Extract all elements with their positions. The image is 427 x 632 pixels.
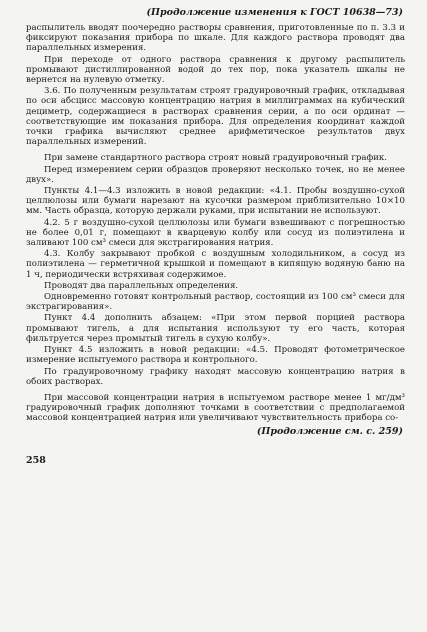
paragraph: 4.2. 5 г воздушно-сухой целлюлозы или бумаги взвешивают с погрешностью не более 0,01 г, помещают в кварцевую колбу или сосуд из полиэтилена и заливают 100 см³ смеси для экстрагирования натрия.	[26, 217, 405, 249]
paragraph: Пункты 4.1—4.3 изложить в новой редакции: «4.1. Пробы воздушно-сухой целлюлозы или бумаги нарезают на кусочки размером приблизительно 10×10 мм. Часть образца, которую держали руками, при испытании не используют.	[26, 186, 405, 217]
paragraph: 4.3. Колбу закрывают пробкой с воздушным холодильником, а сосуд из полиэтилена — герметичной крышкой и помещают в кипящую водяную баню на 1 ч, периодически встряхивая содержимое.	[26, 249, 405, 280]
paragraph: При переходе от одного раствора сравнения к другому распылитель промывают дистиллированной водой до тех пор, пока указатель шкалы не вернется на нулевую отметку.	[26, 54, 405, 86]
running-header: (Продолжение изменения к ГОСТ 10638—73)	[146, 7, 403, 18]
page-number: 258	[26, 455, 46, 466]
paragraph: 3.6. По полученным результатам строят градуировочный график, откладывая по оси абсцисс массовую концентрацию натрия в миллиграммах на кубический дециметр, содержащиеся в растворах сравнения серии, а по оси ординат — соответствующие им показания прибора. Для определения координат каждой точки графика вычисляют среднее арифметическое результатов двух параллельных измерений.	[26, 86, 405, 148]
paragraph: При замене стандартного раствора строят новый градуировочный график.	[44, 153, 388, 164]
paragraph: Проводят два параллельных определения.	[44, 280, 239, 291]
paragraph: По градуировочному графику находят массовую концентрацию натрия в обоих растворах.	[26, 366, 405, 387]
paragraph: Одновременно готовят контрольный раствор, состоящий из 100 см³ смеси для экстрагирования».	[26, 292, 405, 313]
continuation-note: (Продолжение см. с. 259)	[256, 425, 403, 437]
paragraph: Перед измерением серии образцов проверяют несколько точек, но не менее двух».	[26, 164, 405, 185]
paragraph: Пункт 4.4 дополнить абзацем: «При этом первой порцией раствора промывают тигель, а для испытания используют ту его часть, которая фильтруется через промытый тигель в сухую колбу».	[26, 313, 405, 344]
paragraph: При массовой концентрации натрия в испытуемом растворе менее 1 мг/дм³ градуировочный график дополняют точками в соответствии с предполагаемой массовой концентрацией натрия или увеличивают чувствительность прибора со-	[26, 392, 405, 424]
paragraph: Пункт 4.5 изложить в новой редакции: «4.5. Проводят фотометрическое измерение испытуемого раствора и контрольного.	[26, 345, 405, 366]
document-body	[26, 23, 405, 424]
paragraph: распылитель вводят поочередно растворы сравнения, приготовленные по п. 3.3 и фиксируют показания прибора по шкале. Для каждого раствора проводят два параллельных измерения.	[26, 23, 405, 54]
